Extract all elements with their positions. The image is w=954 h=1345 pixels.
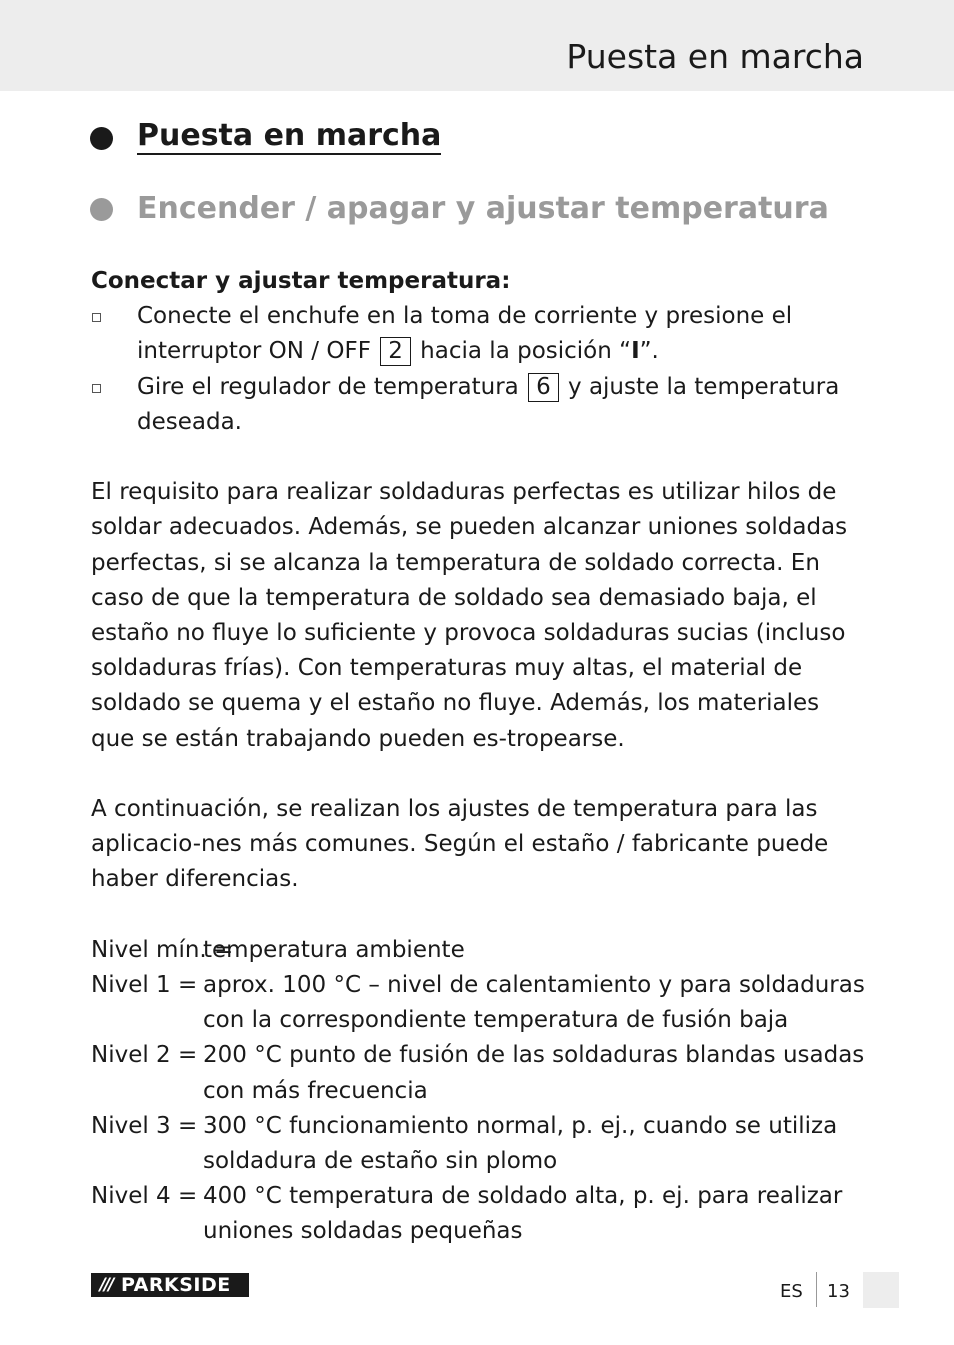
paragraph-ajustes: A continuación, se realizan los ajustes de temperatura para las aplicacio-nes más comunes. Según el estaño / fabricante puede haber diferencias. <box>91 796 829 893</box>
instruction-steps <box>91 299 866 440</box>
footer-divider <box>816 1272 817 1307</box>
instruction-step <box>91 299 866 369</box>
footer-language-code: ES <box>780 1281 803 1302</box>
footer-gray-tab <box>863 1272 899 1308</box>
step-text: hacia la posición “ <box>412 338 632 365</box>
subheading-conectar: Conectar y ajustar temperatura: <box>91 268 511 294</box>
switch-position-symbol: I <box>631 338 640 365</box>
footer-page-number: 13 <box>827 1281 850 1302</box>
level-value: 400 °C temperatura de soldado alta, p. ej. para realizar uniones soldadas pequeñas <box>203 1183 843 1245</box>
step-text: Conecte el enchufe en la toma de corriente y presione el interruptor ON / OFF <box>137 303 793 365</box>
logo-stripes-icon: /// <box>99 1275 113 1295</box>
part-reference-badge: 6 <box>528 373 559 402</box>
heading-bullet-icon <box>90 198 113 221</box>
paragraph-requisito: El requisito para realizar soldaduras perfectas es utilizar hilos de soldar adecuados. Además, se pueden alcanzar uniones soldadas perfectas, si se alcanza la temperatura de soldado correcta. En caso de que la temperatura de soldado sea demasiado baja, el estaño no fluye lo suficiente y provoca soldaduras sucias (incluso soldaduras frías). Con temperaturas muy altas, el material de soldado se quema y el estaño no fluye. Además, los materiales que se están trabajando pueden es-tropearse. <box>91 479 848 752</box>
level-item <box>91 1179 866 1249</box>
section-heading-encender-apagar <box>90 191 829 226</box>
level-key: Nivel mín. = <box>91 936 234 963</box>
checkbox-square-icon <box>92 313 101 322</box>
section-heading-text: Encender / apagar y ajustar temperatura <box>137 191 829 226</box>
body-content <box>91 264 866 1250</box>
parkside-logo <box>91 1273 249 1297</box>
step-text: ”. <box>639 338 659 365</box>
level-value: 300 °C funcionamiento normal, p. ej., cuando se utiliza soldadura de estaño sin plomo <box>203 1112 838 1175</box>
level-item <box>91 1038 866 1108</box>
running-header-title: Puesta en marcha <box>566 37 864 76</box>
level-key: Nivel 1 = <box>91 972 198 999</box>
level-value: temperatura ambiente <box>203 936 465 963</box>
heading-bullet-icon <box>90 127 113 150</box>
section-heading-puesta-en-marcha <box>90 118 442 155</box>
temperature-levels-list <box>91 933 866 1250</box>
level-key: Nivel 2 = <box>91 1042 198 1069</box>
checkbox-square-icon <box>92 384 101 393</box>
instruction-step <box>91 370 866 440</box>
step-text: Gire el regulador de temperatura <box>137 373 527 400</box>
level-item <box>91 968 866 1038</box>
section-heading-text: Puesta en marcha <box>137 118 442 153</box>
step-text: y ajuste la temperatura deseada. <box>137 373 840 435</box>
level-value: aprox. 100 °C – nivel de calentamiento y para soldaduras con la correspondiente temperatura de fusión baja <box>203 972 865 1034</box>
logo-text: PARKSIDE <box>121 1274 231 1296</box>
level-value: 200 °C punto de fusión de las soldaduras blandas usadas con más frecuencia <box>203 1042 865 1104</box>
level-item <box>91 1109 866 1179</box>
level-item <box>91 933 866 968</box>
level-key: Nivel 4 = <box>91 1183 198 1210</box>
part-reference-badge: 2 <box>380 337 411 366</box>
level-key: Nivel 3 = <box>91 1112 198 1139</box>
